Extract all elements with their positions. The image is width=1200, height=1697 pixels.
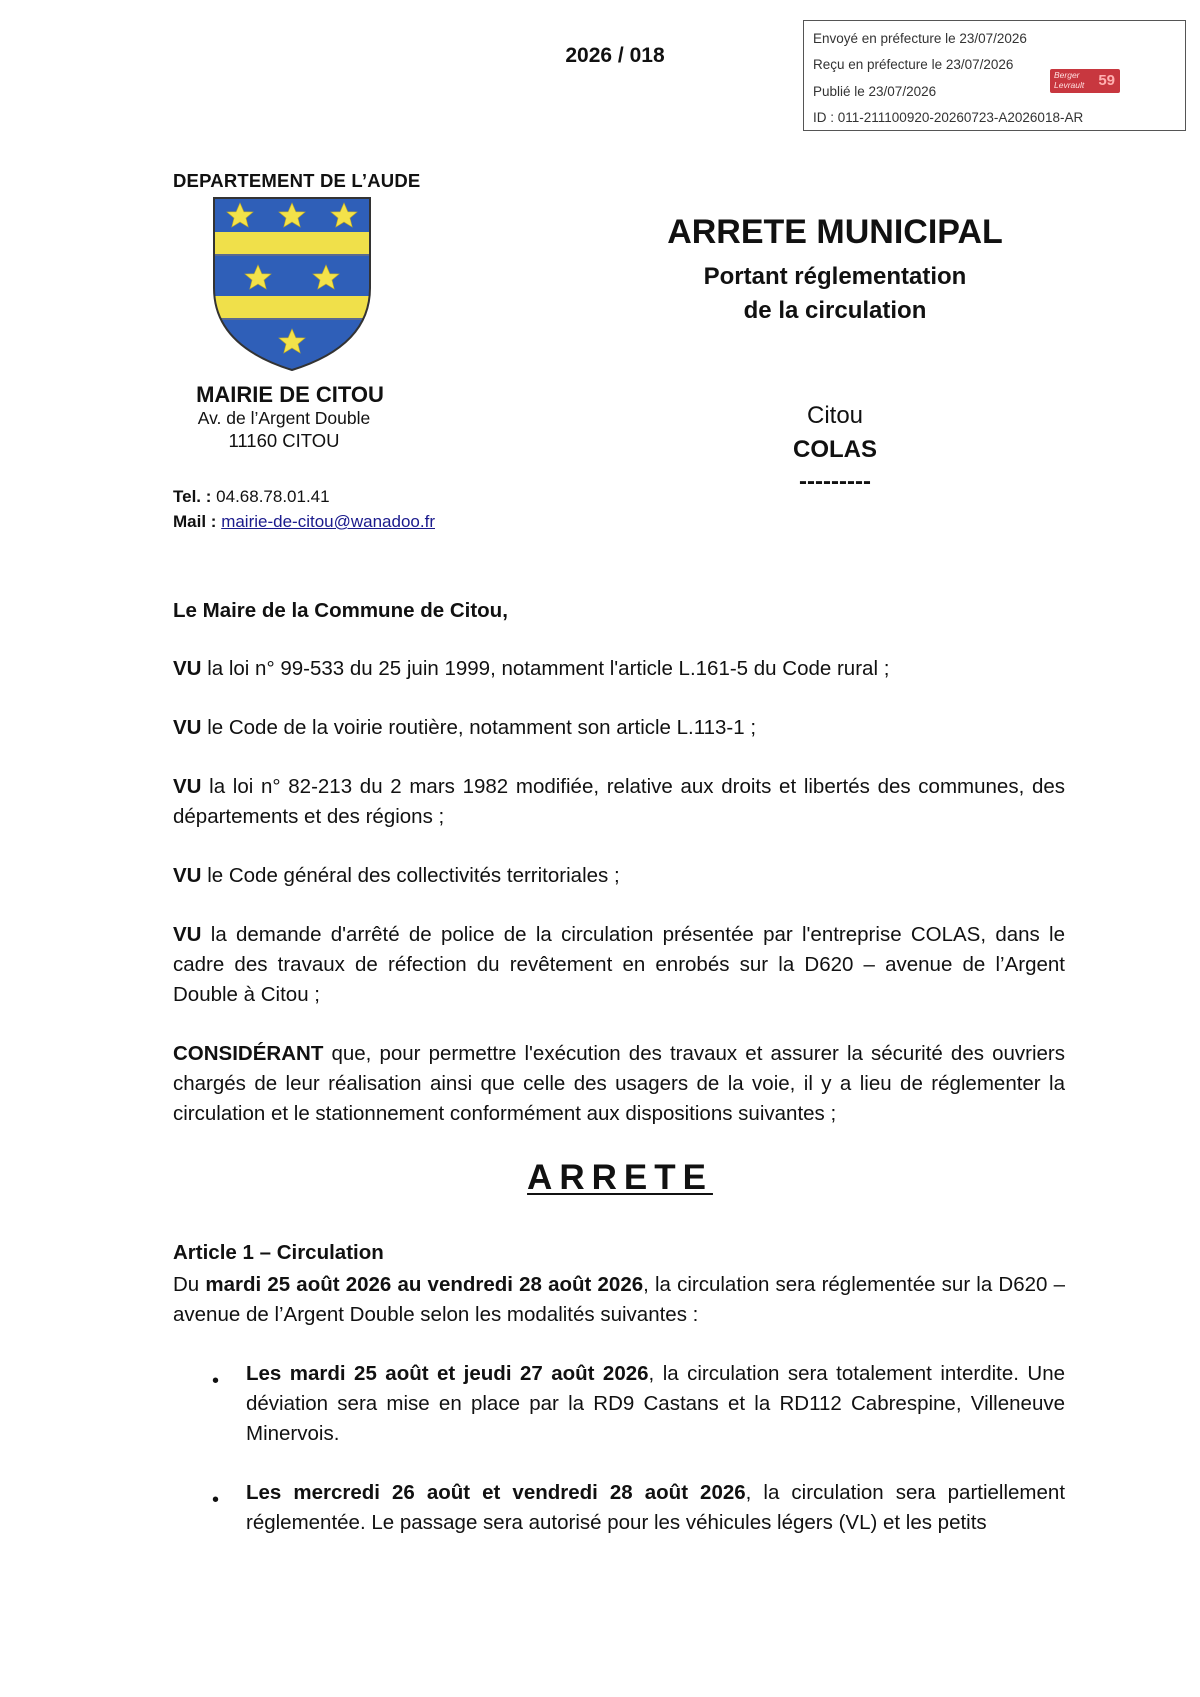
- subtitle-line1: Portant réglementation: [703, 263, 967, 290]
- vu-label: VU: [173, 775, 202, 798]
- intro-line: Le Maire de la Commune de Citou,: [173, 599, 508, 622]
- subtitle-line2: de la circulation: [743, 297, 927, 324]
- list-item-text: , la circulation sera partiellement réglementée. Le passage sera autorisé pour les véhicules légers (VL) et les petits: [246, 1481, 1066, 1534]
- company-name: COLAS: [793, 436, 877, 463]
- address-street: Av. de l’Argent Double: [197, 408, 371, 428]
- telephone: [173, 487, 330, 507]
- vu-label: VU: [173, 923, 202, 946]
- considerant-paragraph: [173, 1039, 1065, 1129]
- vu-text: le Code de la voirie routière, notamment son article L.113-1 ;: [207, 716, 757, 739]
- mairie-name: MAIRIE DE CITOU: [196, 382, 384, 407]
- vu-label: VU: [173, 864, 202, 887]
- list-item-text: , la circulation sera totalement interdite. Une déviation sera mise en place par la RD9 Castans et la RD112 Cabrespine, Villeneuve Minervois.: [246, 1362, 1066, 1445]
- coat-of-arms-icon: [212, 196, 372, 372]
- list-item: [246, 1478, 1065, 1538]
- article-1-pre: Du: [173, 1273, 200, 1296]
- article-1-text: [173, 1270, 1065, 1330]
- list-item: [246, 1359, 1065, 1449]
- place-name: Citou: [806, 402, 864, 429]
- vu-paragraph-4: [173, 861, 1065, 891]
- article-1-dates: mardi 25 août 2026 au vendredi 28 août 2026: [205, 1273, 644, 1296]
- vu-text: le Code général des collectivités territoriales ;: [207, 864, 620, 887]
- prefecture-stamp: [803, 20, 1186, 131]
- tel-label: Tel. :: [173, 487, 212, 506]
- arrete-heading: [450, 1158, 790, 1198]
- document-number: 2026 / 018: [565, 44, 665, 67]
- stamp-sent: Envoyé en préfecture le 23/07/2026: [813, 31, 1027, 46]
- bullet-marker: •: [212, 1489, 220, 1511]
- article-1-title: Article 1 – Circulation: [173, 1241, 384, 1264]
- vu-paragraph-5: [173, 920, 1065, 1010]
- logo-number: 59: [1098, 72, 1115, 89]
- considerant-label: CONSIDÉRANT: [173, 1042, 324, 1065]
- list-item-bold: Les mardi 25 août et jeudi 27 août 2026: [246, 1362, 649, 1385]
- vu-paragraph-3: [173, 772, 1065, 832]
- vu-paragraph-1: [173, 654, 1065, 684]
- vu-paragraph-2: [173, 713, 1065, 743]
- department-name: DEPARTEMENT DE L’AUDE: [173, 170, 421, 191]
- separator-dashes: ---------: [799, 468, 871, 495]
- email: [173, 512, 435, 532]
- page-title: ARRETE MUNICIPAL: [667, 213, 1003, 251]
- vu-text: la loi n° 82-213 du 2 mars 1982 modifiée, relative aux droits et libertés des communes, des départements et des régions ;: [173, 775, 1065, 828]
- stamp-published: Publié le 23/07/2026: [813, 84, 937, 99]
- mail-link[interactable]: mairie-de-citou@wanadoo.fr: [221, 512, 435, 531]
- berger-levrault-logo: [1050, 69, 1120, 93]
- mail-label: Mail :: [173, 512, 217, 531]
- considerant-text: que, pour permettre l'exécution des travaux et assurer la sécurité des ouvriers chargés de leur réalisation ainsi que celle des usagers de la voie, il y a lieu de réglementer la circulation et le stationnement conformément aux dispositions suivantes ;: [173, 1042, 1065, 1125]
- stamp-received: Reçu en préfecture le 23/07/2026: [813, 57, 1014, 72]
- address-city: 11160 CITOU: [228, 430, 340, 451]
- vu-label: VU: [173, 716, 202, 739]
- stamp-id: ID : 011-211100920-20260723-A2026018-AR: [813, 110, 1084, 125]
- vu-label: VU: [173, 657, 202, 680]
- bullet-marker: •: [212, 1370, 220, 1392]
- vu-text: la demande d'arrêté de police de la circulation présentée par l'entreprise COLAS, dans le cadre des travaux de réfection du revêtement en enrobés sur la D620 – avenue de l’Argent Double à Citou ;: [173, 923, 1065, 1006]
- tel-value: 04.68.78.01.41: [216, 487, 330, 506]
- logo-text: Berger Levrault: [1054, 70, 1085, 90]
- arrete-heading-text: ARRETE: [527, 1158, 713, 1197]
- vu-text: la loi n° 99-533 du 25 juin 1999, notamment l'article L.161-5 du Code rural ;: [207, 657, 890, 680]
- list-item-bold: Les mercredi 26 août et vendredi 28 août 2026: [246, 1481, 746, 1504]
- article-1-post: , la circulation sera réglementée sur la D620 – avenue de l’Argent Double selon les modalités suivantes :: [173, 1273, 1065, 1326]
